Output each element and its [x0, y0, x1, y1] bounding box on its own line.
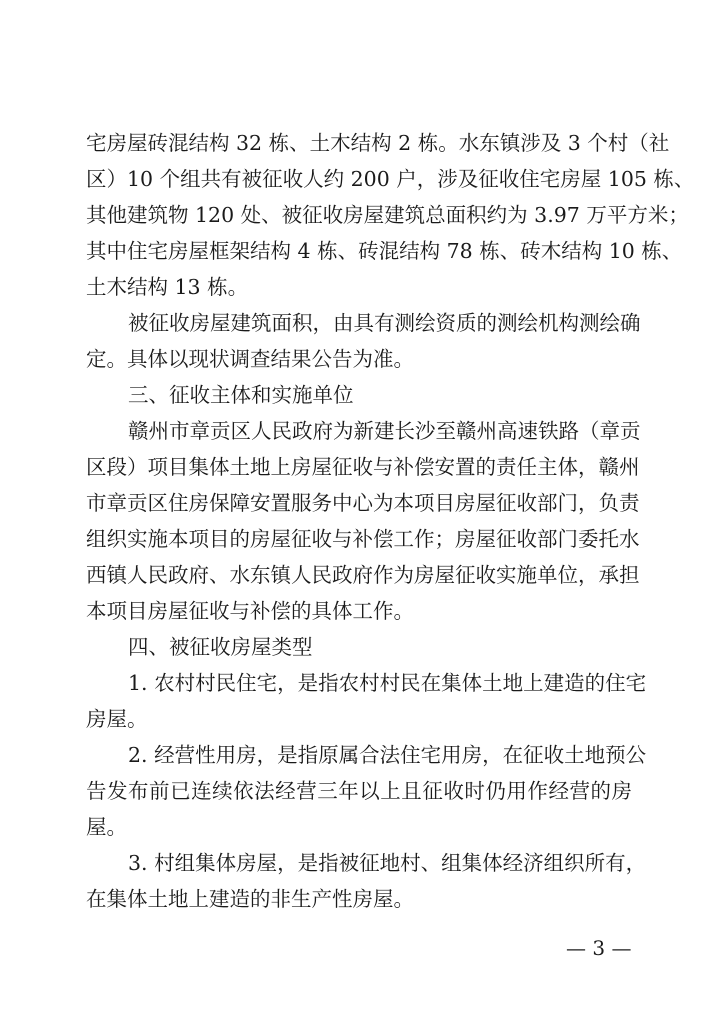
paragraph-line: 市章贡区住房保障安置服务中心为本项目房屋征收部门，负责 [86, 491, 640, 515]
paragraph-line: 宅房屋砖混结构 32 栋、土木结构 2 栋。水东镇涉及 3 个村（社 [86, 131, 670, 155]
list-item-line: 在集体土地上建造的非生产性房屋。 [86, 887, 414, 911]
list-item-line: 2. 经营性用房，是指原属合法住宅用房，在征收土地预公 [128, 743, 647, 767]
list-item-line: 房屋。 [86, 707, 148, 731]
paragraph-line: 本项目房屋征收与补偿的具体工作。 [86, 599, 414, 623]
paragraph-line: 被征收房屋建筑面积，由具有测绘资质的测绘机构测绘确 [128, 311, 641, 335]
paragraph-line: 其中住宅房屋框架结构 4 栋、砖混结构 78 栋、砖木结构 10 栋、 [86, 239, 683, 263]
paragraph-line: 定。具体以现状调查结果公告为准。 [86, 347, 414, 371]
list-item-line: 告发布前已连续依法经营三年以上且征收时仍用作经营的房 [86, 779, 632, 803]
list-item-line: 1. 农村村民住宅，是指农村村民在集体土地上建造的住宅 [128, 671, 647, 695]
section-heading-4: 四、被征收房屋类型 [128, 635, 313, 659]
paragraph-line: 土木结构 13 栋。 [86, 275, 249, 299]
paragraph-line: 区段）项目集体土地上房屋征收与补偿安置的责任主体，赣州 [86, 455, 640, 479]
paragraph-line: 区）10 个组共有被征收人约 200 户，涉及征收住宅房屋 105 栋、 [86, 167, 695, 191]
section-heading-3: 三、征收主体和实施单位 [128, 383, 354, 407]
paragraph-line: 组织实施本项目的房屋征收与补偿工作；房屋征收部门委托水 [86, 527, 640, 551]
paragraph-line: 赣州市章贡区人民政府为新建长沙至赣州高速铁路（章贡 [128, 419, 641, 443]
list-item-line: 屋。 [86, 815, 127, 839]
page-number: — 3 — [566, 936, 632, 960]
paragraph-line: 西镇人民政府、水东镇人民政府作为房屋征收实施单位，承担 [86, 563, 640, 587]
list-item-line: 3. 村组集体房屋，是指被征地村、组集体经济组织所有， [128, 851, 647, 875]
paragraph-line: 其他建筑物 120 处、被征收房屋建筑总面积约为 3.97 万平方米； [86, 203, 689, 227]
